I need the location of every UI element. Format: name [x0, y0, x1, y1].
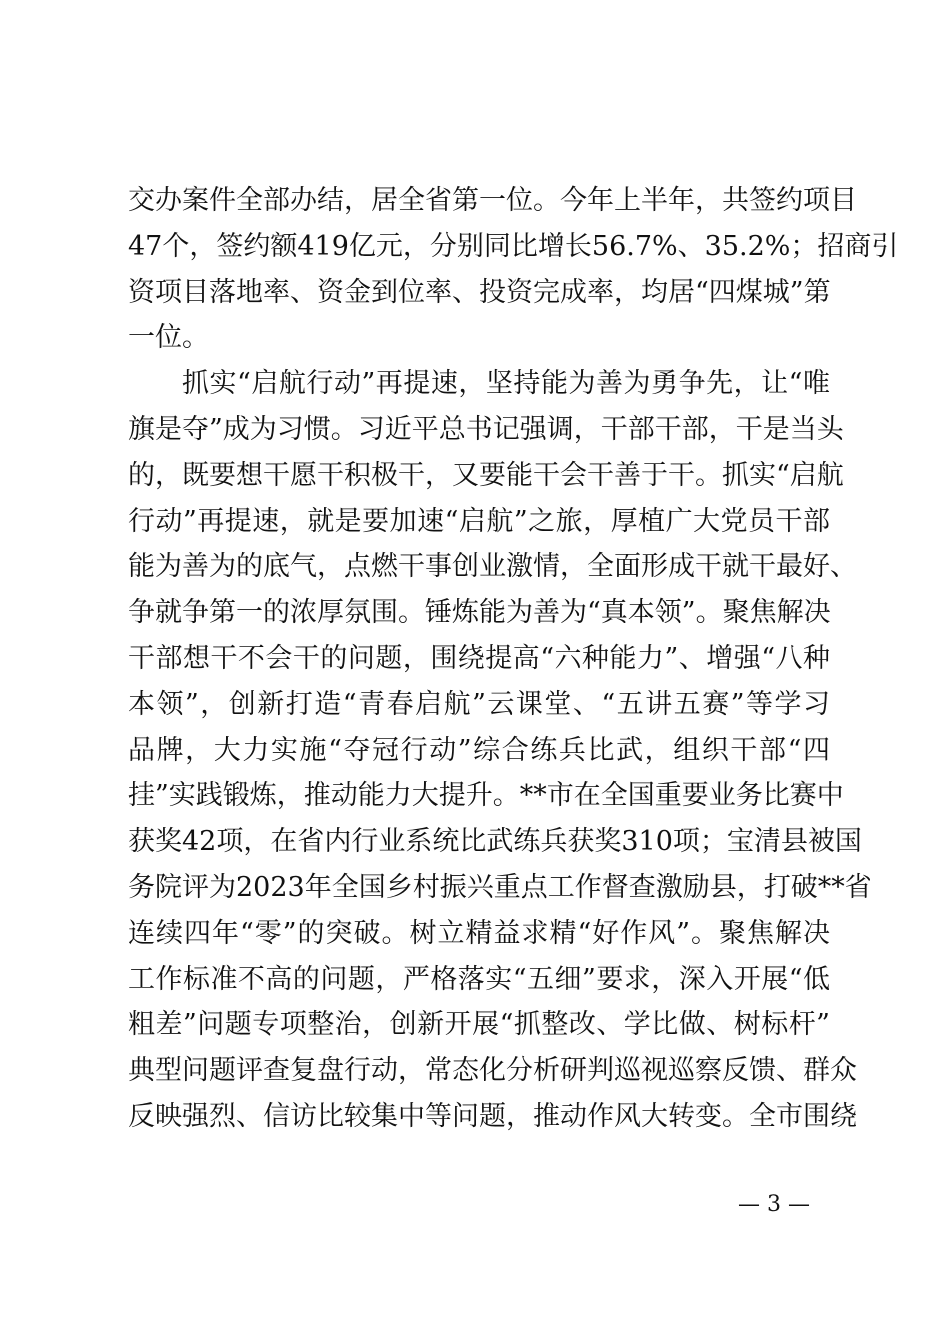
text-line: 一位。 — [128, 322, 209, 354]
text-line: 典型问题评查复盘行动，常态化分析研判巡视巡察反馈、群众 — [128, 1055, 857, 1087]
text-line: 反映强烈、信访比较集中等问题，推动作风大转变。全市围绕 — [128, 1100, 857, 1132]
text-line: 行动”再提速，就是要加速“启航”之旅，厚植广大党员干部 — [128, 505, 830, 537]
text-line: 工作标准不高的问题，严格落实“五细”要求，深入开展“低 — [128, 963, 830, 995]
text-line: 务院评为2023年全国乡村振兴重点工作督查激励县，打破**省 — [128, 871, 872, 903]
text-line: 旗是夺”成为习惯。习近平总书记强调，干部干部，干是当头 — [128, 413, 844, 445]
page-number: — 3 — — [738, 1192, 810, 1217]
text-line: 本领”，创新打造“青春启航”云课堂、“五讲五赛”等学习 — [128, 688, 830, 720]
text-line: 争就争第一的浓厚氛围。锤炼能为善为“真本领”。聚焦解决 — [128, 597, 831, 629]
text-line: 连续四年“零”的突破。树立精益求精“好作风”。聚焦解决 — [128, 917, 830, 949]
text-line: 品牌，大力实施“夺冠行动”综合练兵比武，组织干部“四 — [128, 734, 830, 766]
text-line: 交办案件全部办结，居全省第一位。今年上半年，共签约项目 — [128, 185, 857, 216]
text-line: 粗差”问题专项整治，创新开展“抓整改、学比做、树标杆” — [128, 1009, 830, 1041]
text-line: 能为善为的底气，点燃干事创业激情，全面形成干就干最好、 — [128, 551, 857, 583]
text-line: 的，既要想干愿干积极干，又要能干会干善于干。抓实“启航 — [128, 459, 844, 491]
text-line: 47个，签约额419亿元，分别同比增长56.7%、35.2%；招商引 — [128, 230, 899, 262]
body-text — [128, 178, 899, 1140]
text-line: 获奖42项，在省内行业系统比武练兵获奖310项；宝清县被国 — [128, 826, 862, 858]
text-line: 挂”实践锻炼，推动能力大提升。**市在全国重要业务比赛中 — [128, 780, 844, 812]
text-line: 干部想干不会干的问题，围绕提高“六种能力”、增强“八种 — [128, 642, 830, 674]
text-line: 抓实“启航行动”再提速，坚持能为善为勇争先，让“唯 — [182, 368, 830, 400]
text-line: 资项目落地率、资金到位率、投资完成率，均居“四煤城”第 — [128, 276, 831, 308]
